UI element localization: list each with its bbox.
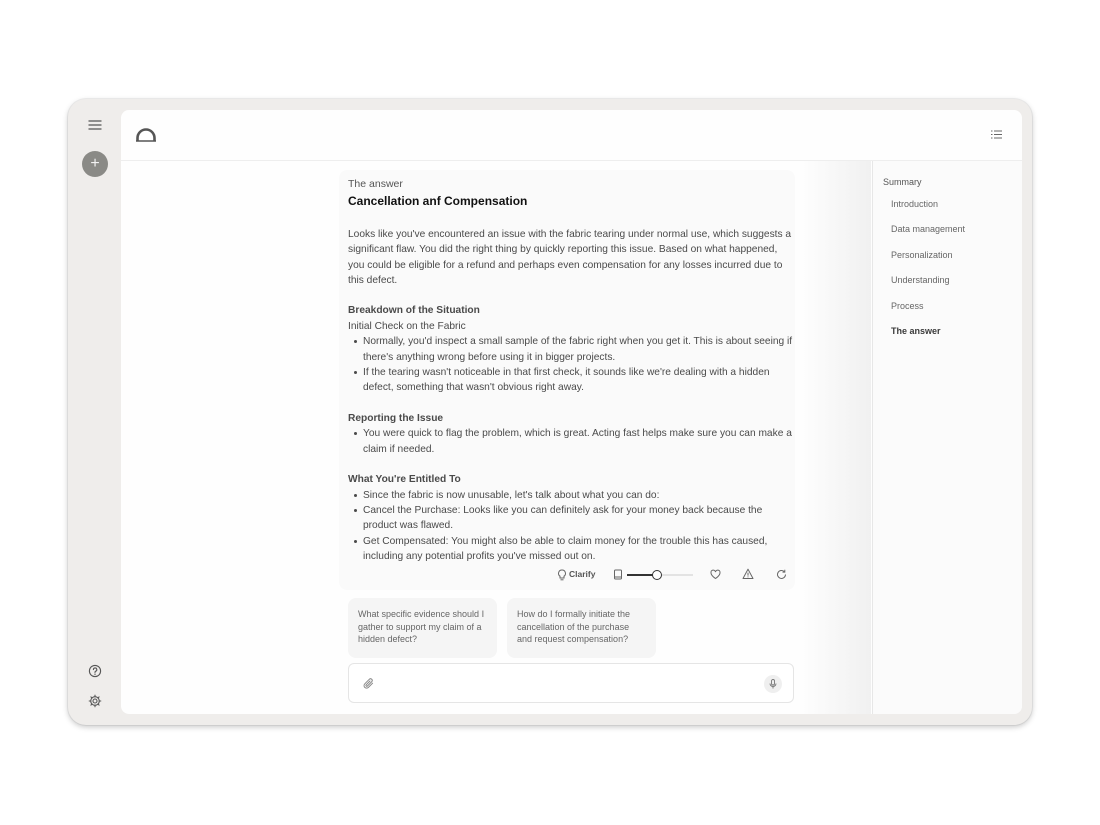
- section-subheading: Initial Check on the Fabric: [348, 320, 466, 332]
- book-icon: [613, 569, 623, 580]
- section-heading: Breakdown of the Situation: [348, 305, 480, 317]
- microphone-icon: [769, 679, 777, 689]
- slider-handle[interactable]: [652, 570, 662, 580]
- paperclip-icon[interactable]: [363, 677, 375, 690]
- clarify-button[interactable]: Clarify: [569, 569, 596, 579]
- list-item: If the tearing wasn't noticeable in that first check, it sounds like we're dealing with a hidden defect, something that wasn't obvious right away.: [348, 365, 793, 396]
- section-heading: Reporting the Issue: [348, 412, 444, 424]
- summary-item-process[interactable]: Process: [891, 301, 924, 311]
- refresh-icon[interactable]: [776, 569, 787, 580]
- warning-icon[interactable]: [742, 568, 754, 580]
- help-icon[interactable]: [88, 664, 102, 678]
- microphone-button[interactable]: [764, 675, 782, 693]
- summary-item-understanding[interactable]: Understanding: [891, 275, 950, 285]
- summary-sidebar: [872, 161, 1022, 714]
- list-item: Get Compensated: You might also be able to claim money for the trouble this has caused, including any potential profits you've missed out on.: [348, 534, 793, 565]
- settings-icon[interactable]: [88, 694, 102, 708]
- summary-item-the-answer[interactable]: The answer: [891, 326, 941, 336]
- answer-title: Cancellation anf Compensation: [348, 194, 528, 209]
- app-window: [68, 99, 1032, 725]
- summary-item-introduction[interactable]: Introduction: [891, 199, 939, 209]
- summary-item-data-management[interactable]: Data management: [891, 224, 966, 234]
- answer-toolbar: [557, 568, 787, 582]
- bullet-list: [348, 334, 793, 396]
- outline-list-icon[interactable]: [991, 130, 1002, 139]
- bullet-list: [348, 426, 793, 457]
- detail-level-slider[interactable]: [627, 574, 693, 576]
- heart-icon[interactable]: [710, 569, 721, 580]
- suggestion-chip[interactable]: What specific evidence should I gather to support my claim of a hidden defect?: [348, 598, 497, 658]
- answer-eyebrow: The answer: [348, 178, 403, 190]
- left-rail: [68, 99, 121, 725]
- main-panel: [121, 110, 1022, 714]
- list-item: Cancel the Purchase: Looks like you can definitely ask for your money back because the product was flawed.: [348, 503, 793, 534]
- list-item: Normally, you'd inspect a small sample of the fabric right when you get it. This is about seeing if there's anything wrong before using it in bigger projects.: [348, 334, 793, 365]
- new-chat-button[interactable]: +: [82, 151, 108, 177]
- summary-heading: Summary: [883, 177, 922, 187]
- section-heading: What You're Entitled To: [348, 474, 461, 486]
- menu-icon[interactable]: [88, 118, 102, 132]
- list-item: Since the fabric is now unusable, let's talk about what you can do:: [348, 488, 793, 503]
- app-logo: [135, 127, 157, 142]
- answer-content: [348, 177, 793, 580]
- top-bar: [121, 110, 1022, 161]
- bullet-list: [348, 488, 793, 565]
- summary-item-personalization[interactable]: Personalization: [891, 250, 953, 260]
- list-item: You were quick to flag the problem, which is great. Acting fast helps make sure you can make a claim if needed.: [348, 426, 793, 457]
- message-input[interactable]: [383, 672, 753, 694]
- suggestion-chip[interactable]: How do I formally initiate the cancellation of the purchase and request compensation?: [507, 598, 656, 658]
- answer-intro: Looks like you've encountered an issue with the fabric tearing under normal use, which suggests a significant flaw. You did the right thing by quickly reporting this issue. Based on what happened, you could be eligible for a refund and perhaps even compensation for any losses incurred due to this defect.: [348, 228, 792, 287]
- content-edge-shade: [801, 161, 871, 714]
- message-composer: [348, 663, 794, 703]
- lightbulb-icon[interactable]: [557, 569, 567, 581]
